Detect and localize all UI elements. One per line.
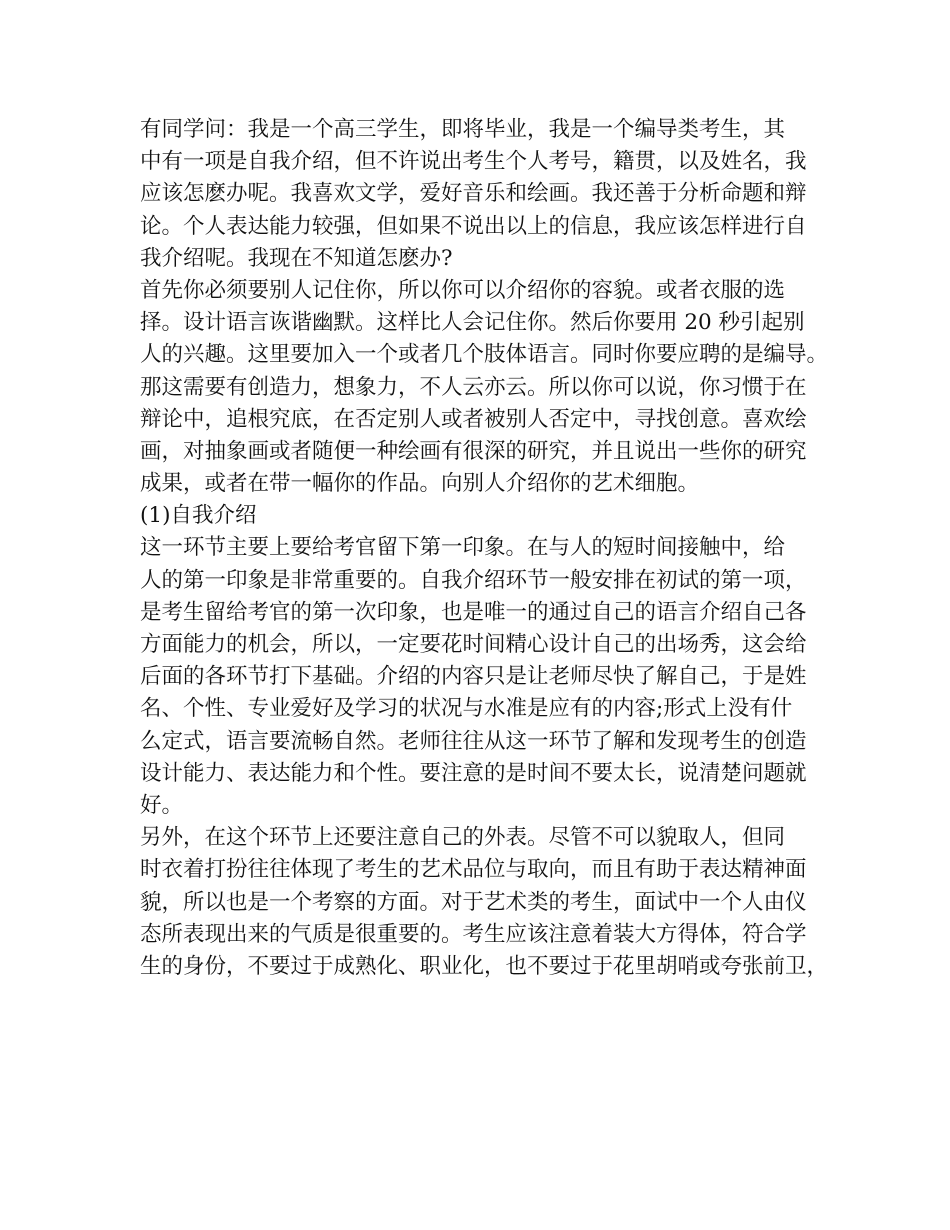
text-line: 人的兴趣。这里要加入一个或者几个肢体语言。同时你要应聘的是编导。 [140,342,829,368]
text-line: 首先你必须要别人记住你，所以你可以介绍你的容貌。或者衣服的选 [140,277,786,303]
text-line: 好。 [140,792,184,818]
document-body [140,114,829,983]
section-heading: (1)自我介绍 [140,503,257,529]
text-line: 貌，所以也是一个考察的方面。对于艺术类的考生，面试中一个人由仪 [140,889,807,915]
text-line: 么定式，语言要流畅自然。老师往往从这一环节了解和发现考生的创造 [140,728,807,754]
text-line: 生的身份，不要过于成熟化、职业化，也不要过于花里胡哨或夸张前卫， [140,953,829,979]
text-line: 择。设计语言诙谐幽默。这样比人会记住你。然后你要用 20 秒引起别 [140,310,805,336]
text-line: 论。个人表达能力较强，但如果不说出以上的信息，我应该怎样进行自 [140,213,807,239]
text-line: 中有一项是自我介绍，但不许说出考生个人考号，籍贯，以及姓名，我 [140,149,807,175]
text-line: 成果，或者在带一幅你的作品。向别人介绍你的艺术细胞。 [140,471,700,497]
text-line: 另外，在这个环节上还要注意自己的外表。尽管不可以貌取人，但同 [140,825,786,851]
text-line: 方面能力的机会，所以，一定要花时间精心设计自己的出场秀，这会给 [140,632,807,657]
text-line: 辩论中，追根究底，在否定别人或者被别人否定中，寻找创意。喜欢绘 [140,406,807,432]
text-line: 那这需要有创造力，想象力，不人云亦云。所以你可以说，你习惯于在 [140,374,807,400]
text-line: 设计能力、表达能力和个性。要注意的是时间不要太长，说清楚问题就 [140,760,807,786]
text-line: 有同学问：我是一个高三学生，即将毕业，我是一个编导类考生，其 [140,117,786,142]
text-line: 这一环节主要上要给考官留下第一印象。在与人的短时间接触中，给 [140,535,786,561]
text-line: 我介绍呢。我现在不知道怎麽办? [140,245,453,271]
text-line: 应该怎麽办呢。我喜欢文学，爱好音乐和绘画。我还善于分析命题和辩 [140,181,807,207]
text-line: 后面的各环节打下基础。介绍的内容只是让老师尽快了解自己，于是姓 [140,664,807,690]
text-line: 画，对抽象画或者随便一种绘画有很深的研究，并且说出一些你的研究 [140,438,807,464]
text-line: 人的第一印象是非常重要的。自我介绍环节一般安排在初试的第一项， [140,567,807,593]
text-line: 时衣着打扮往往体现了考生的艺术品位与取向，而且有助于表达精神面 [140,857,807,883]
text-line: 名、个性、专业爱好及学习的状况与水准是应有的内容;形式上没有什 [140,696,793,722]
text-line: 是考生留给考官的第一次印象，也是唯一的通过自己的语言介绍自己各 [140,599,807,625]
text-line: 态所表现出来的气质是很重要的。考生应该注意着装大方得体，符合学 [140,921,807,947]
